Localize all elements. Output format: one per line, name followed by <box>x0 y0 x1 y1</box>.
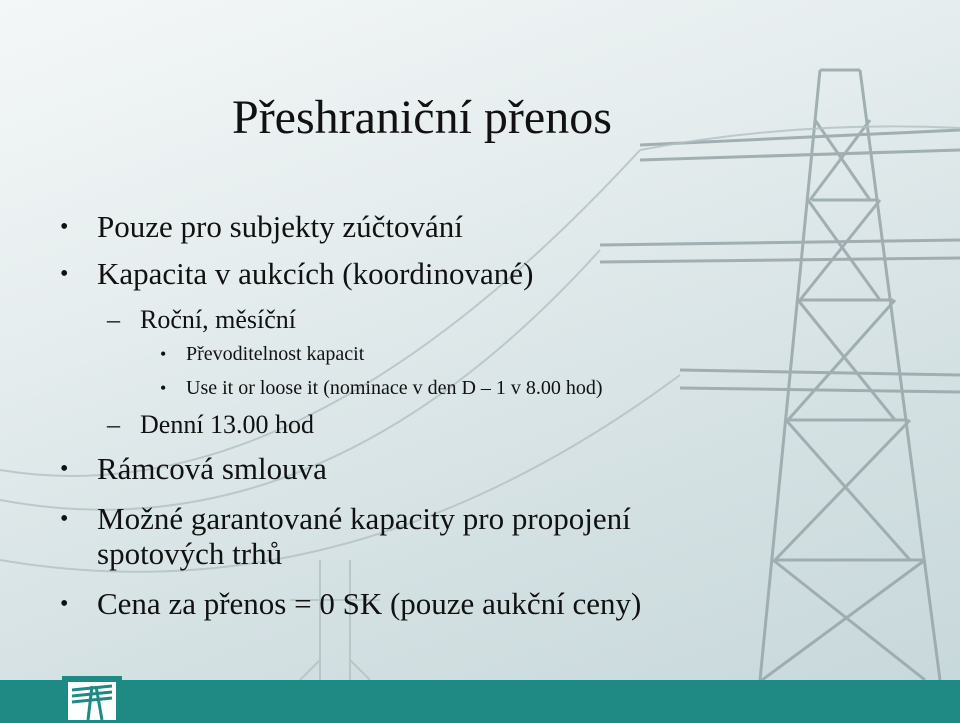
list-item-text: Kapacita v aukcích (koordinované) <box>97 256 534 291</box>
bullet-icon: • <box>160 378 167 398</box>
list-item-text: Rámcová smlouva <box>97 451 327 486</box>
bullet-icon: • <box>60 261 69 287</box>
power-pylon-logo-icon <box>62 676 122 723</box>
sub-sub-item-text: Use it or loose it (nominace v den D – 1 v 8.00 hod) <box>186 377 603 399</box>
dash-icon: – <box>107 305 120 334</box>
bullet-icon: • <box>60 214 69 240</box>
sub-item-text: Roční, měsíční <box>140 305 296 334</box>
sub-sub-item <box>160 342 365 366</box>
sub-sub-item-text: Převoditelnost kapacit <box>186 343 365 365</box>
list-item <box>60 451 327 486</box>
list-item <box>60 586 642 621</box>
dash-icon: – <box>107 410 120 439</box>
sub-item <box>107 410 315 440</box>
footer-bar <box>0 680 960 723</box>
list-item-continuation <box>97 537 282 571</box>
sub-sub-item <box>160 376 603 400</box>
list-item-text: Cena za přenos = 0 SK (pouze aukční ceny) <box>97 586 642 621</box>
sub-item-text: Denní 13.00 hod <box>140 410 315 439</box>
list-item-text: Pouze pro subjekty zúčtování <box>97 209 463 244</box>
list-item <box>60 209 463 244</box>
list-item <box>60 501 631 536</box>
bullet-icon: • <box>60 456 69 482</box>
sub-item <box>107 305 296 335</box>
bullet-icon: • <box>160 344 167 364</box>
slide-title: Přeshraniční přenos <box>232 91 612 144</box>
bullet-icon: • <box>60 591 69 617</box>
list-item-text: Možné garantované kapacity pro propojení <box>97 501 631 536</box>
list-item <box>60 256 534 291</box>
bullet-icon: • <box>60 506 69 532</box>
list-item-text: spotových trhů <box>97 536 283 571</box>
